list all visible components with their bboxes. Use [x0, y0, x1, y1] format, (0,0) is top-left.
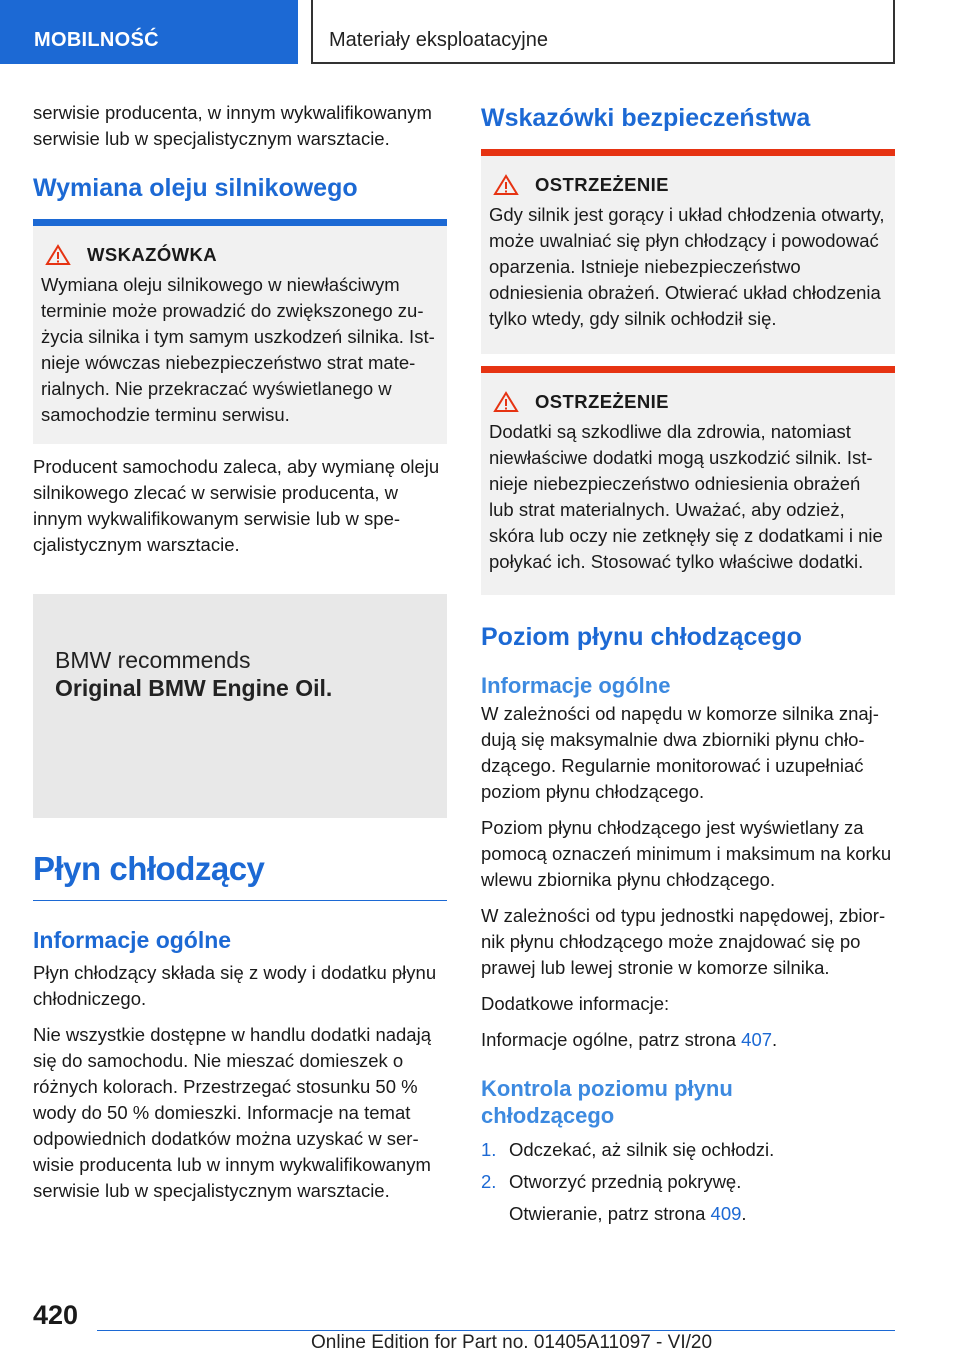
notice-title: WSKAZÓWKA	[87, 244, 217, 265]
general-info-heading: Informacje ogólne	[33, 927, 232, 953]
warning-bar	[481, 366, 895, 373]
heading-bar	[33, 219, 447, 226]
step-item	[481, 1137, 895, 1163]
notice-box	[33, 226, 447, 444]
warning-title-2: OSTRZEŻENIE	[535, 391, 669, 412]
step-number: 2.	[481, 1171, 497, 1192]
page-link-409[interactable]: 409	[710, 1203, 742, 1224]
safety-heading: Wskazówki bezpieczeństwa	[481, 104, 811, 132]
warning-triangle-icon	[493, 391, 519, 413]
oil-change-heading: Wymiana oleju silnikowego	[33, 174, 358, 202]
check-level-heading: Kontrola poziomu płynu chłodzącego	[481, 1076, 733, 1128]
level-paragraph-5: Informacje ogólne, patrz strona 407.	[481, 1029, 778, 1050]
chapter-title: Materiały eksploatacyjne	[311, 0, 895, 64]
edition-footer: Online Edition for Part no. 01405A11097 - VI/20	[311, 1332, 713, 1353]
step-text: Odczekać, aż silnik się ochłodzi.	[509, 1139, 775, 1160]
right-column	[481, 100, 895, 1237]
footer-rule	[97, 1330, 895, 1331]
step-text: Otworzyć przednią pokrywę.	[509, 1171, 742, 1192]
warning-triangle-icon	[45, 244, 71, 266]
warning-title-1: OSTRZEŻENIE	[535, 174, 669, 195]
warning-triangle-icon	[493, 174, 519, 196]
ad-line-1: BMW recommends	[55, 647, 251, 673]
coolant-heading: Płyn chłodzący	[33, 850, 265, 887]
level-paragraph-4: Dodatkowe informacje:	[481, 993, 670, 1014]
steps-list	[481, 1137, 895, 1195]
step-number: 1.	[481, 1139, 497, 1160]
warning-text-1: Gdy silnik jest gorący i układ chłodzenia otwarty, może uwalniać się płyn chłodzący i powodować oparzenia. Istnieje niebezpieczeństwo odniesienia obrażeń. Otwierać układ chłodzenia tylko wtedy, gdy silnik ochłodził się.	[489, 204, 885, 329]
page-link-407[interactable]: 407	[741, 1029, 773, 1050]
notice-text: Wymiana oleju silnikowego w niewłaściwym terminie może prowadzić do zwiększonego zużycia silnika i tym samym uszkodzeń silnika. Istnieje wówczas niebezpieczeństwo strat materialnych. Nie przekraczać wyświetlanego w samochodzie terminu serwisu.	[41, 274, 435, 425]
general-paragraph-2: Nie wszystkie dostępne w handlu dodatki nadają się do samochodu. Nie mieszać domieszek o różnych kolorach. Przestrzegać stosunku 50 % wody do 50 % domieszki. Informacje na temat odpowiednich dodatków można uzyskać w serwisie producenta lub w innym wykwalifikowanym serwisie lub w specjalistycznym warsztacie.	[33, 1024, 431, 1201]
general-paragraph-1: Płyn chłodzący składa się z wody i dodatku płynu chłodniczego.	[33, 962, 437, 1009]
intro-paragraph: serwisie producenta, w innym wykwalifikowanym serwisie lub w specjalistycznym warsztacie.	[33, 102, 432, 149]
section-tab: MOBILNOŚĆ	[0, 0, 298, 64]
oil-paragraph: Producent samochodu zaleca, aby wymianę oleju silnikowego zlecać w serwisie producenta, w innym wykwalifikowanym serwisie lub w specjalistycznym warsztacie.	[33, 456, 440, 555]
warning-bar	[481, 149, 895, 156]
level-paragraph-3: W zależności od typu jednostki napędowej, zbiornik płynu chłodzącego może znajdować się po prawej lub lewej stronie w komorze silnika.	[481, 905, 886, 978]
level-paragraph-1: W zależności od napędu w komorze silnika znajdują się maksymalnie dwa zbiorniki płynu chłodzącego. Regularnie monitorować i uzupełniać poziom płynu chłodzącego.	[481, 703, 879, 802]
bmw-oil-ad	[33, 594, 447, 818]
warning-text-2: Dodatki są szkodliwe dla zdrowia, natomiast niewłaściwe dodatki mogą uszkodzić silnik. Istnieje niebezpieczeństwo odniesienia obrażeń lub strat materialnych. Uważać, aby odzież, skóra lub oczy nie zetknęły się z dodatkami i nie połykać ich. Stosować tylko właściwe dodatki.	[489, 421, 883, 572]
level-paragraph-2: Poziom płynu chłodzącego jest wyświetlany za pomocą oznaczeń minimum i maksimum na korku wlewu zbiornika płynu chłodzącego.	[481, 817, 892, 890]
general-info-heading: Informacje ogólne	[481, 673, 671, 698]
heading-rule	[33, 900, 447, 901]
warning-box-2	[481, 373, 895, 595]
ad-line-2: Original BMW Engine Oil.	[55, 675, 333, 701]
warning-box-1	[481, 156, 895, 354]
step-sub-text: Otwieranie, patrz strona 409.	[509, 1203, 747, 1224]
page-number: 420	[33, 1300, 79, 1330]
coolant-level-heading: Poziom płynu chłodzącego	[481, 623, 802, 651]
left-column	[33, 100, 447, 1214]
step-item	[481, 1169, 895, 1195]
